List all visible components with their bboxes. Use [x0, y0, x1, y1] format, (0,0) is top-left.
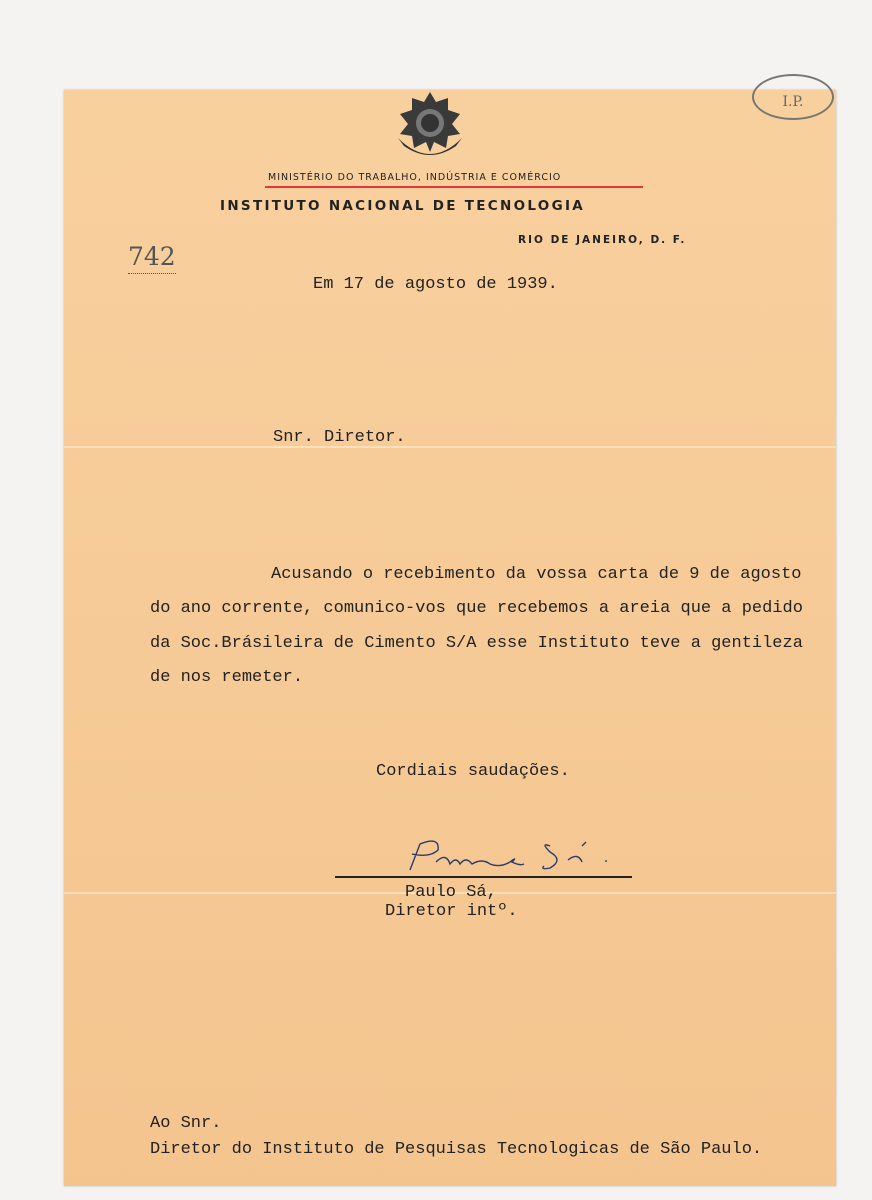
reference-number: 742: [128, 242, 176, 274]
signer-title: Diretor intº.: [385, 902, 518, 921]
stamp: I.P.: [752, 74, 834, 120]
body-line: Acusando o recebimento da vossa carta de 9 de agosto: [271, 565, 802, 584]
salutation: Snr. Diretor.: [273, 428, 406, 447]
institute-name: INSTITUTO NACIONAL DE TECNOLOGIA: [220, 198, 586, 214]
date-line: Em 17 de agosto de 1939.: [313, 275, 558, 294]
addressee-line: Diretor do Instituto de Pesquisas Tecnologicas de São Paulo.: [150, 1140, 763, 1159]
ministry-name: MINISTÉRIO DO TRABALHO, INDÚSTRIA E COMÉRCIO: [268, 172, 562, 183]
fold-line: [64, 446, 836, 448]
body-line: do ano corrente, comunico-vos que recebemos a areia que a pedido: [150, 599, 803, 618]
location: RIO DE JANEIRO, D. F.: [518, 234, 687, 246]
addressee-line: Ao Snr.: [150, 1114, 222, 1133]
closing: Cordiais saudações.: [376, 762, 570, 781]
signer-name: Paulo Sá,: [405, 883, 497, 902]
body-line: de nos remeter.: [150, 668, 304, 687]
signature-line: [335, 876, 632, 878]
coat-of-arms-emblem: [390, 90, 470, 162]
handwritten-signature: [400, 838, 640, 878]
red-rule: [265, 186, 643, 188]
body-line: da Soc.Brásileira de Cimento S/A esse Instituto teve a gentileza: [150, 634, 803, 653]
